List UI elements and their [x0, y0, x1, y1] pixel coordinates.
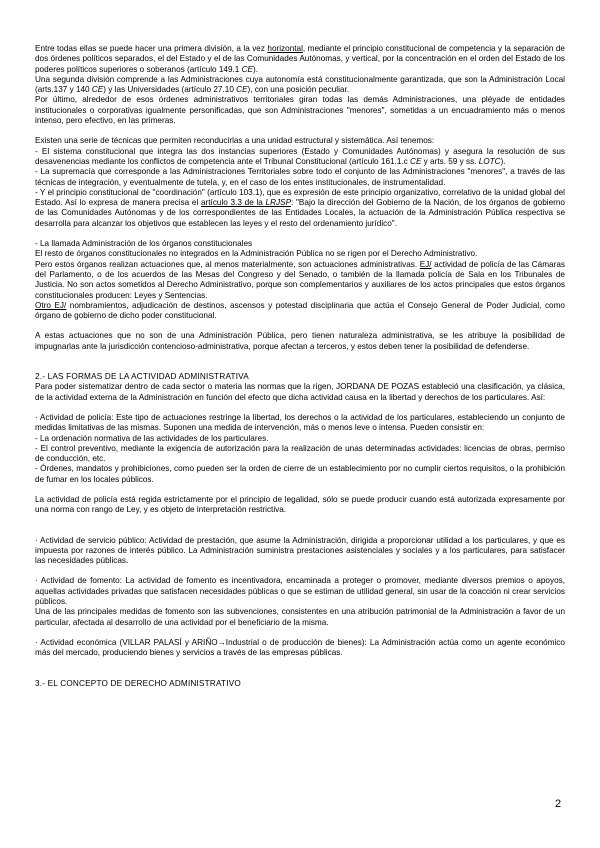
paragraph-coordinacion: - Y el principio constitucional de "coordinación" (artículo 103.1), que es expresión de este principio organizativo, correlativo de la unidad global del Estado. Así lo expresa de manera precisa el artículo 3.3 de la LRJSP: "Bajo la dirección del Gobierno de la Nación, de los órganos de gobierno de las Comunidades Autónomas y de los correspondientes de las Entidades Locales, la actuación de la Administración Pública respectiva se desarrolla para alcanzar los objetivos que establecen las leyes y el resto del ordenamiento jurídico".	[35, 187, 565, 228]
paragraph-actividad-fomento: · Actividad de fomento: La actividad de fomento es incentivadora, encaminada a proteger o promover, mediante diversos premios o apoyos, aquellas actividades privadas que satisfacen necesidades públicas o que se estiman de utilidad general, sin usar de la coacción ni crear servicios públicos.	[35, 576, 565, 607]
paragraph-segunda-division: Una segunda división comprende a las Administraciones cuya autonomía está constitucionalmente garantizada, que son la Administración Local (arts.137 y 140 CE) y las Universidades (artículo 27.10 CE), con una posición peculiar.	[35, 74, 565, 95]
paragraph-tecnicas: Existen una serie de técnicas que permiten reconducirlas a una unidad estructural y sistemática. Así tenemos:	[35, 136, 435, 146]
paragraph-principio-legalidad: La actividad de policía está regida estrictamente por el principio de legalidad, sólo se puede producir cuando está autorizada expresamente por una norma con rango de Ley, y es objeto de interpretación restrictiva.	[35, 494, 565, 515]
paragraph-actividad-economica: · Actividad económica (VILLAR PALASÍ y ARIÑO→Industrial o de producción de bienes): La Administración actúa como un agente económico más del mercado, produciendo bienes y servicios a través de las empresas públicas.	[35, 637, 565, 658]
paragraph-impugnacion: A estas actuaciones que no son de una Administración Pública, pero tienen naturaleza administrativa, se les atribuye la posibilidad de impugnarlas ante la jurisdicción contencioso-administrativa, porque afectan a terceros, y estos deben tener la posibilidad de defenderse.	[35, 331, 565, 351]
paragraph-subvenciones: Una de las principales medidas de fomento son las subvenciones, consistentes en una atribución patrimonial de la Administración a favor de un particular, afectada al desarrollo de una actividad por el beneficiario de la misma.	[35, 607, 565, 627]
paragraph-organos-constitucionales-title: - La llamada Administración de los órganos constitucionales	[35, 239, 253, 249]
paragraph-jordana-de-pozas: Para poder sistematizar dentro de cada sector o materia las normas que la rigen, JORDANA DE POZAS estableció una clasificación, ya clásica, de la actividad externa de la Administración en función del efecto que dicha actividad causa en la libertad y derechos de los particulares. Así:	[35, 382, 565, 402]
paragraph-supremacia: - La supremacía que corresponde a las Administraciones Territoriales sobre todo el conjunto de las Administraciones "menores", a través de las técnicas de integración, y eventualmente de tutela, y, en el caso de los entes institucionales, de instrumentalidad.	[35, 167, 565, 187]
paragraph-division-horizontal: Entre todas ellas se puede hacer una primera división, a la vez horizontal, mediante el principio constitucional de competencia y la separación de dos órdenes políticos separados, el del Estado y el de las Comunidades Autónomas, y vertical, por la concentración en el orden del Estado de los poderes políticos superiores o soberanos (artículo 149.1 CE).	[35, 44, 565, 74]
paragraph-actuaciones-materiales: Pero estos órganos realizan actuaciones que, al menos materialmente, son actuaciones administrativas. EJ/ actividad de policía de las Cámaras del Parlamento, o de los acuerdos de las Mesas del Congreso y del Senado, o también de la llamada policía de Sala en los Tribunales de Justicia. No son actos sometidos al Derecho Administrativo, porque son complementarios y auxiliares de los actos principales que estos órganos constitucionales producen: Leyes y Sentencias.	[35, 259, 565, 300]
list-item-ordenes-mandatos: - Órdenes, mandatos y prohibiciones, como pueden ser la orden de cierre de un establecimiento por no cumplir ciertos requisitos, o la prohibición de fumar en los locales públicos.	[35, 464, 565, 484]
paragraph-actividad-policia: · Actividad de policía: Este tipo de actuaciones restringe la libertad, los derechos o la actividad de los particulares, estableciendo un conjunto de medidas limitativas de las mismas. Suponen una medida de intervención, más o menos leve o intensa. Pueden consistir en:	[35, 412, 565, 433]
list-item-control-preventivo: - El control preventivo, mediante la exigencia de autorización para la realización de unas determinadas actividades: licencias de obras, permiso de conducción, etc.	[35, 443, 565, 464]
link-articulo-3-3[interactable]: artículo 3.3 de la LRJSP	[200, 198, 292, 208]
paragraph-sistema-constitucional: - El sistema constitucional que integra las dos instancias superiores (Estado y Comunidades Autónomas) y asegura la resolución de sus desavenencias mediante los conflictos de competencia ante el Tribunal Constitucional (artículo 161.1.c CE y arts. 59 y ss. LOTC).	[35, 146, 565, 166]
paragraph-servicio-publico: · Actividad de servicio público: Actividad de prestación, que asume la Administración, dirigida a proporcionar utilidad a los particulares, y que es impuesta por razones de interés público. La Administración suministra prestaciones asistenciales y sociales y a los particulares, para satisfacer las necesidades públicas.	[35, 535, 565, 566]
section-heading-concepto-derecho: 3.- EL CONCEPTO DE DERECHO ADMINISTRATIVO	[35, 678, 241, 688]
list-item-ordenacion-normativa: - La ordenación normativa de las actividades de los particulares.	[35, 433, 269, 443]
section-heading-formas-actividad: 2.- LAS FORMAS DE LA ACTIVIDAD ADMINISTRATIVA	[35, 372, 249, 382]
document-body	[35, 44, 565, 689]
paragraph-otro-ejemplo: Otro EJ/ nombramientos, adjudicación de destinos, ascensos y potestad disciplinaria que actúa el Consejo General de Poder Judicial, como órgano de gobierno de dicho poder constitucional.	[35, 300, 565, 321]
paragraph-por-ultimo: Por último, alrededor de esos órdenes administrativos territoriales giran todas las demás Administraciones, una pléyade de entidades institucionales o corporativas igualmente personificadas, que son Administraciones "menores", sometidas a un encuadramiento más o menos intenso, pero efectivo, en las primeras.	[35, 95, 565, 126]
page-number: 2	[555, 798, 562, 810]
paragraph-resto-organos: El resto de órganos constitucionales no integrados en la Administración Pública no se rigen por el Derecho Administrativo.	[35, 249, 478, 259]
